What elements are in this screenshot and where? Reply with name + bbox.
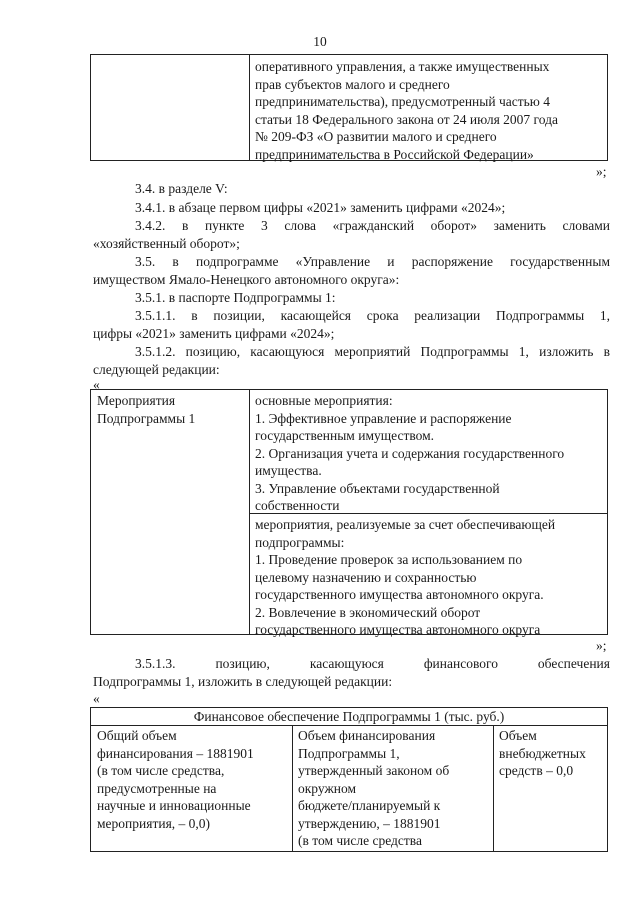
paragraph-3-4: 3.4. в разделе V: [135, 181, 228, 196]
table-cell-extrabudget-funding [499, 727, 607, 780]
column-divider [249, 55, 250, 160]
paragraph-3-5-1-2: 3.5.1.2. позицию, касающуюся мероприятий Подпрограммы 1, изложить в [135, 344, 610, 359]
text-line: имущества. [255, 463, 322, 478]
opening-quote: « [93, 691, 100, 706]
table-header: Финансовое обеспечение Подпрограммы 1 (тыс. руб.) [91, 708, 607, 726]
paragraph-3-5-1: 3.5.1. в паспорте Подпрограммы 1: [135, 290, 336, 305]
text-line: государственным имуществом. [255, 428, 435, 443]
text-line: предпринимательства в Российской Федерации» [255, 146, 534, 162]
column-divider [249, 390, 250, 634]
text-line: средств – 0,0 [499, 763, 574, 778]
paragraph-3-5-1-1: 3.5.1.1. в позиции, касающейся срока реализации Подпрограммы 1, [135, 308, 610, 323]
text-line: № 209-ФЗ «О развитии малого и среднего [255, 129, 497, 144]
text-line: оперативного управления, а также имущественных [255, 59, 550, 74]
text-line: 1. Эффективное управление и распоряжение [255, 410, 512, 426]
text-line: мероприятия, – 0,0) [97, 815, 211, 831]
page-number: 10 [313, 34, 327, 49]
text-line: предпринимательства), предусмотренный частью 4 [255, 94, 550, 109]
text-line: (в том числе средства [298, 833, 422, 848]
table-cell-budget-funding [298, 727, 493, 850]
table-financing [90, 707, 608, 852]
paragraph-3-4-1: 3.4.1. в абзаце первом цифры «2021» заменить цифрами «2024»; [135, 200, 506, 215]
text-line: 2. Вовлечение в экономический оборот [255, 604, 481, 620]
text-line: научные и инновационные [97, 798, 251, 813]
text-line: собственности [255, 498, 340, 513]
text-line: основные мероприятия: [255, 393, 393, 408]
text-line: утвержденный законом об [298, 763, 450, 778]
text-line: Подпрограммы 1 [97, 410, 196, 426]
table-cell-label [97, 392, 247, 427]
text-line: (в том числе средства, [97, 763, 225, 778]
paragraph-3-5: 3.5. в подпрограмме «Управление и распоряжение государственным [135, 254, 610, 269]
text-line: Общий объем [97, 728, 177, 743]
text-line: государственного имущества автономного округа. [255, 587, 544, 602]
table-cell-total-funding [97, 727, 292, 832]
text-line: статьи 18 Федерального закона от 24 июля 2007 года [255, 111, 558, 127]
text-line: государственного имущества автономного округа [255, 622, 541, 637]
column-divider [292, 725, 293, 851]
opening-quote: « [93, 377, 100, 392]
text-line: Мероприятия [97, 393, 176, 408]
closing-quote: »; [596, 638, 607, 653]
text-line: целевому назначению и сохранностью [255, 569, 477, 585]
text-line: мероприятия, реализуемые за счет обеспечивающей [255, 517, 556, 532]
text-line: Объем [499, 728, 537, 743]
table-continuation [90, 54, 608, 161]
text-line: бюджете/планируемый к [298, 798, 441, 813]
closing-quote: »; [596, 164, 607, 179]
column-divider [493, 725, 494, 851]
paragraph-3-4-2-cont: «хозяйственный оборот»; [93, 236, 240, 251]
text-line: подпрограммы: [255, 534, 345, 550]
paragraph-3-5-1-3: 3.5.1.3. позицию, касающуюся финансового обеспечения [135, 656, 610, 671]
text-line: предусмотренные на [97, 780, 217, 796]
paragraph-3-4-2: 3.4.2. в пункте 3 слова «гражданский оборот» заменить словами [135, 218, 610, 233]
text-line: 3. Управление объектами государственной [255, 480, 500, 496]
table-activities [90, 389, 608, 635]
text-line: Объем финансирования [298, 728, 436, 743]
text-line: 2. Организация учета и содержания государственного [255, 445, 565, 461]
table-cell-support-activities [255, 516, 605, 639]
paragraph-3-5-cont: имуществом Ямало-Ненецкого автономного округа»: [93, 272, 400, 287]
text-line: 1. Проведение проверок за использованием по [255, 552, 523, 567]
paragraph-3-5-1-2-cont: следующей редакции: [93, 362, 220, 377]
text-line: Подпрограммы 1, [298, 745, 400, 761]
text-line: прав субъектов малого и среднего [255, 76, 450, 92]
text-line: финансирования – 1881901 [97, 745, 254, 761]
paragraph-3-5-1-3-cont: Подпрограммы 1, изложить в следующей редакции: [93, 674, 393, 689]
table-cell-main-activities [255, 392, 605, 515]
text-line: внебюджетных [499, 745, 586, 761]
text-line: окружном [298, 780, 357, 796]
paragraph-3-5-1-1-cont: цифры «2021» заменить цифрами «2024»; [93, 326, 335, 341]
table-cell-text [255, 58, 600, 163]
text-line: утверждению, – 1881901 [298, 815, 441, 831]
